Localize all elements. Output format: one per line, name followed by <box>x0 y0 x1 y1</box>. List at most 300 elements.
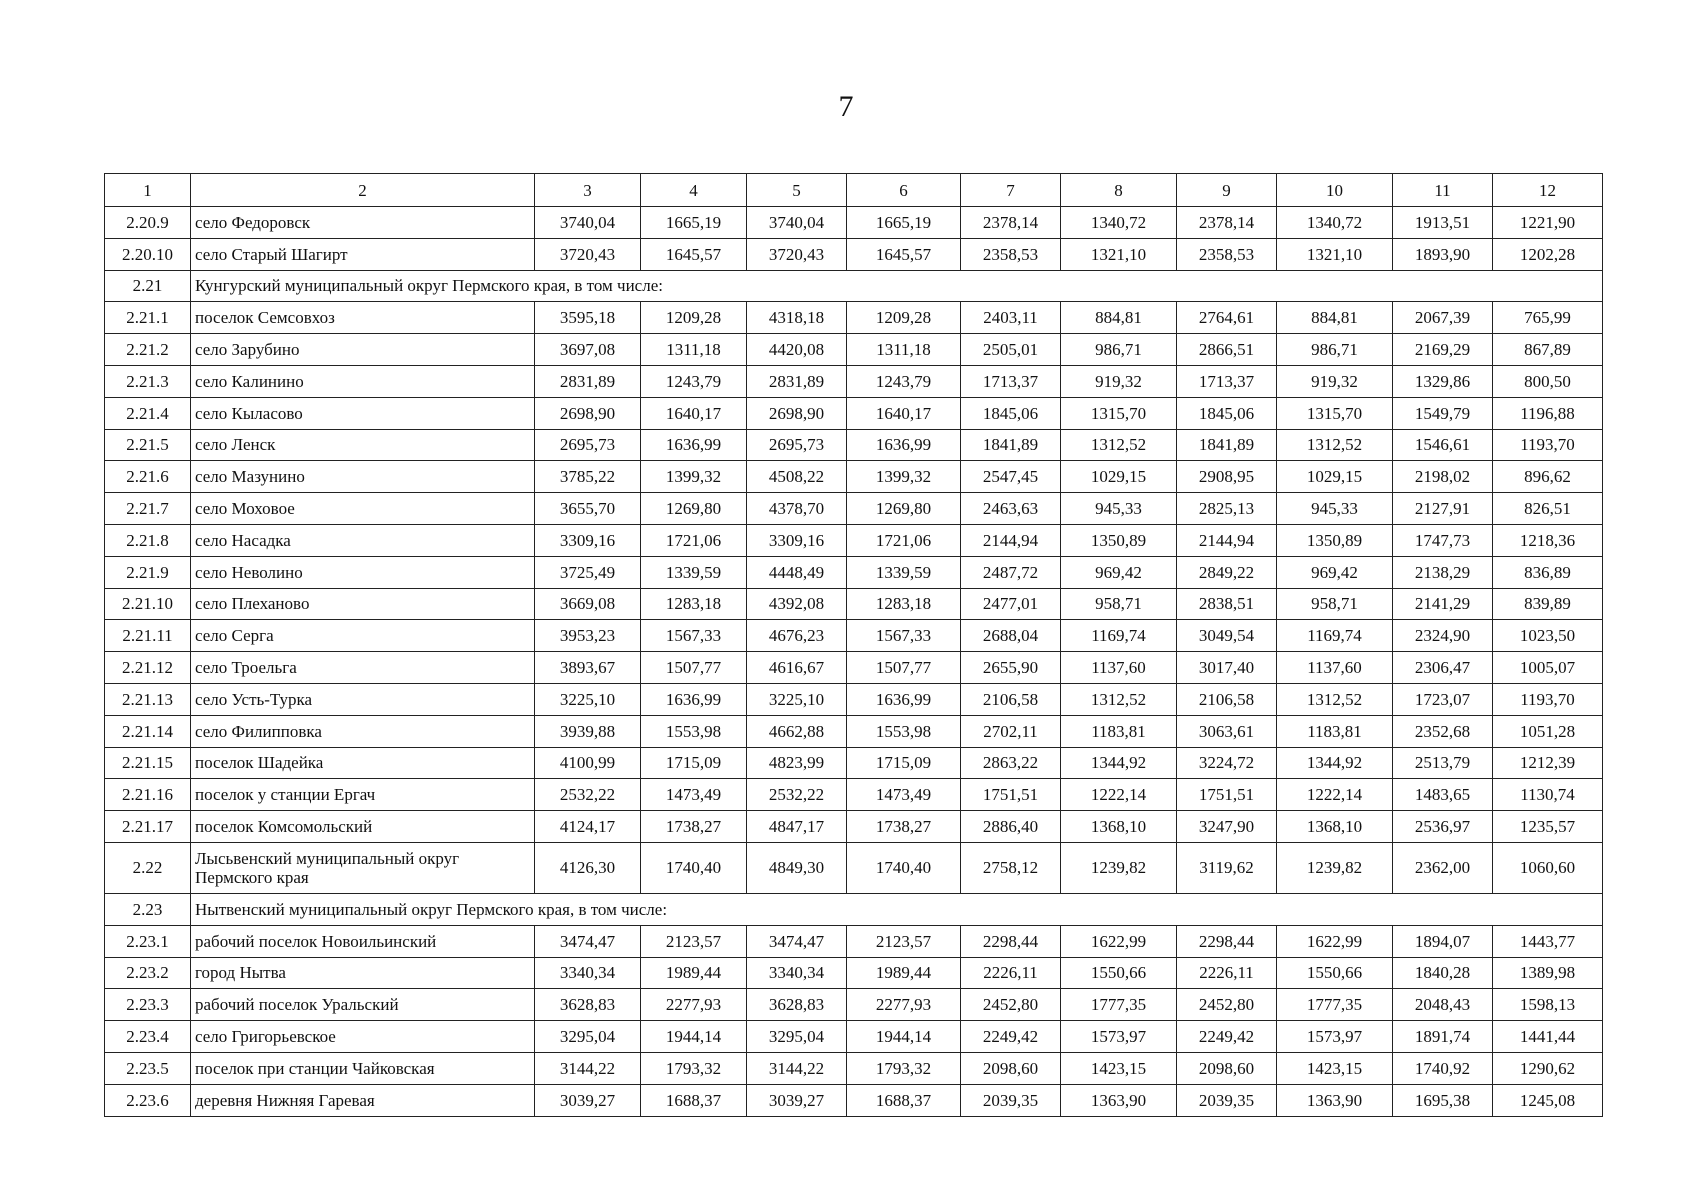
section-row <box>105 893 1603 925</box>
value-cell: 1193,70 <box>1493 429 1603 461</box>
column-number: 6 <box>847 174 961 207</box>
value-cell: 1029,15 <box>1061 461 1177 493</box>
settlement-name: село Мазунино <box>191 461 535 493</box>
value-cell: 1311,18 <box>847 334 961 366</box>
column-number: 9 <box>1177 174 1277 207</box>
settlement-name: поселок при станции Чайковская <box>191 1052 535 1084</box>
table-row <box>105 620 1603 652</box>
table-row <box>105 989 1603 1021</box>
table-row <box>105 842 1603 893</box>
value-cell: 884,81 <box>1277 302 1393 334</box>
value-cell: 1688,37 <box>641 1084 747 1116</box>
value-cell: 1212,39 <box>1493 747 1603 779</box>
value-cell: 1193,70 <box>1493 683 1603 715</box>
row-number: 2.21.14 <box>105 715 191 747</box>
value-cell: 1777,35 <box>1277 989 1393 1021</box>
table-row <box>105 1052 1603 1084</box>
value-cell: 2277,93 <box>641 989 747 1021</box>
value-cell: 2863,22 <box>961 747 1061 779</box>
value-cell: 1311,18 <box>641 334 747 366</box>
section-title: Нытвенский муниципальный округ Пермского края, в том числе: <box>191 893 1603 925</box>
value-cell: 1283,18 <box>641 588 747 620</box>
value-cell: 4662,88 <box>747 715 847 747</box>
table-row <box>105 811 1603 843</box>
value-cell: 2138,29 <box>1393 556 1493 588</box>
value-cell: 2688,04 <box>961 620 1061 652</box>
settlement-name: село Зарубино <box>191 334 535 366</box>
value-cell: 1738,27 <box>641 811 747 843</box>
value-cell: 826,51 <box>1493 493 1603 525</box>
value-cell: 1137,60 <box>1061 652 1177 684</box>
value-cell: 4392,08 <box>747 588 847 620</box>
value-cell: 1340,72 <box>1061 207 1177 239</box>
table-row <box>105 556 1603 588</box>
settlement-name: поселок Семсовхоз <box>191 302 535 334</box>
value-cell: 3144,22 <box>535 1052 641 1084</box>
value-cell: 2169,29 <box>1393 334 1493 366</box>
value-cell: 1740,40 <box>641 842 747 893</box>
value-cell: 2378,14 <box>961 207 1061 239</box>
value-cell: 1245,08 <box>1493 1084 1603 1116</box>
row-number: 2.21.12 <box>105 652 191 684</box>
value-cell: 2106,58 <box>1177 683 1277 715</box>
settlement-name: город Нытва <box>191 957 535 989</box>
value-cell: 1473,49 <box>641 779 747 811</box>
value-cell: 3309,16 <box>747 524 847 556</box>
value-cell: 3785,22 <box>535 461 641 493</box>
table-row <box>105 652 1603 684</box>
value-cell: 4823,99 <box>747 747 847 779</box>
value-cell: 1944,14 <box>641 1021 747 1053</box>
row-number: 2.21.10 <box>105 588 191 620</box>
column-number: 4 <box>641 174 747 207</box>
value-cell: 1029,15 <box>1277 461 1393 493</box>
value-cell: 1622,99 <box>1277 925 1393 957</box>
value-cell: 2532,22 <box>535 779 641 811</box>
value-cell: 1636,99 <box>847 683 961 715</box>
value-cell: 1368,10 <box>1061 811 1177 843</box>
value-cell: 1239,82 <box>1061 842 1177 893</box>
value-cell: 4849,30 <box>747 842 847 893</box>
column-number: 8 <box>1061 174 1177 207</box>
row-number: 2.21.7 <box>105 493 191 525</box>
value-cell: 2067,39 <box>1393 302 1493 334</box>
value-cell: 3953,23 <box>535 620 641 652</box>
value-cell: 1183,81 <box>1277 715 1393 747</box>
row-number: 2.21.9 <box>105 556 191 588</box>
row-number: 2.23 <box>105 893 191 925</box>
value-cell: 1913,51 <box>1393 207 1493 239</box>
value-cell: 1567,33 <box>641 620 747 652</box>
value-cell: 2306,47 <box>1393 652 1493 684</box>
value-cell: 1441,44 <box>1493 1021 1603 1053</box>
value-cell: 3628,83 <box>747 989 847 1021</box>
value-cell: 1368,10 <box>1277 811 1393 843</box>
value-cell: 1243,79 <box>641 365 747 397</box>
value-cell: 2123,57 <box>641 925 747 957</box>
value-cell: 1665,19 <box>847 207 961 239</box>
value-cell: 919,32 <box>1277 365 1393 397</box>
table-row <box>105 683 1603 715</box>
value-cell: 2698,90 <box>535 397 641 429</box>
value-cell: 1312,52 <box>1061 683 1177 715</box>
settlement-name: село Моховое <box>191 493 535 525</box>
settlement-name: село Плеханово <box>191 588 535 620</box>
column-number: 10 <box>1277 174 1393 207</box>
value-cell: 2764,61 <box>1177 302 1277 334</box>
settlement-name: село Старый Шагирт <box>191 238 535 270</box>
value-cell: 2831,89 <box>747 365 847 397</box>
value-cell: 1845,06 <box>1177 397 1277 429</box>
value-cell: 1483,65 <box>1393 779 1493 811</box>
value-cell: 3720,43 <box>747 238 847 270</box>
value-cell: 1340,72 <box>1277 207 1393 239</box>
value-cell: 3340,34 <box>535 957 641 989</box>
value-cell: 1423,15 <box>1061 1052 1177 1084</box>
value-cell: 3740,04 <box>747 207 847 239</box>
value-cell: 2358,53 <box>1177 238 1277 270</box>
value-cell: 1239,82 <box>1277 842 1393 893</box>
value-cell: 4126,30 <box>535 842 641 893</box>
value-cell: 1640,17 <box>641 397 747 429</box>
value-cell: 4124,17 <box>535 811 641 843</box>
value-cell: 2226,11 <box>961 957 1061 989</box>
value-cell: 1363,90 <box>1277 1084 1393 1116</box>
value-cell: 2123,57 <box>847 925 961 957</box>
row-number: 2.21.13 <box>105 683 191 715</box>
value-cell: 919,32 <box>1061 365 1177 397</box>
value-cell: 3295,04 <box>747 1021 847 1053</box>
value-cell: 4847,17 <box>747 811 847 843</box>
value-cell: 1312,52 <box>1277 683 1393 715</box>
value-cell: 2886,40 <box>961 811 1061 843</box>
section-row <box>105 270 1603 302</box>
row-number: 2.20.9 <box>105 207 191 239</box>
value-cell: 1363,90 <box>1061 1084 1177 1116</box>
value-cell: 1399,32 <box>847 461 961 493</box>
section-title: Кунгурский муниципальный округ Пермского края, в том числе: <box>191 270 1603 302</box>
row-number: 2.21.16 <box>105 779 191 811</box>
value-cell: 4616,67 <box>747 652 847 684</box>
settlement-name: село Ленск <box>191 429 535 461</box>
value-cell: 1840,28 <box>1393 957 1493 989</box>
value-cell: 1169,74 <box>1277 620 1393 652</box>
value-cell: 3939,88 <box>535 715 641 747</box>
value-cell: 3144,22 <box>747 1052 847 1084</box>
value-cell: 800,50 <box>1493 365 1603 397</box>
value-cell: 4676,23 <box>747 620 847 652</box>
value-cell: 1060,60 <box>1493 842 1603 893</box>
value-cell: 2452,80 <box>961 989 1061 1021</box>
value-cell: 1989,44 <box>847 957 961 989</box>
value-cell: 1740,40 <box>847 842 961 893</box>
settlement-name: село Усть-Турка <box>191 683 535 715</box>
value-cell: 3224,72 <box>1177 747 1277 779</box>
value-cell: 1389,98 <box>1493 957 1603 989</box>
value-cell: 1549,79 <box>1393 397 1493 429</box>
row-number: 2.21.3 <box>105 365 191 397</box>
value-cell: 1344,92 <box>1061 747 1177 779</box>
value-cell: 4318,18 <box>747 302 847 334</box>
value-cell: 1688,37 <box>847 1084 961 1116</box>
value-cell: 1350,89 <box>1277 524 1393 556</box>
value-cell: 1723,07 <box>1393 683 1493 715</box>
value-cell: 1715,09 <box>847 747 961 779</box>
settlement-name: поселок Шадейка <box>191 747 535 779</box>
value-cell: 1339,59 <box>641 556 747 588</box>
column-number: 12 <box>1493 174 1603 207</box>
settlement-name: рабочий поселок Новоильинский <box>191 925 535 957</box>
value-cell: 3063,61 <box>1177 715 1277 747</box>
value-cell: 2324,90 <box>1393 620 1493 652</box>
value-cell: 3039,27 <box>535 1084 641 1116</box>
row-number: 2.21.11 <box>105 620 191 652</box>
table-row <box>105 747 1603 779</box>
value-cell: 1130,74 <box>1493 779 1603 811</box>
row-number: 2.21.8 <box>105 524 191 556</box>
value-cell: 1573,97 <box>1061 1021 1177 1053</box>
value-cell: 3595,18 <box>535 302 641 334</box>
value-cell: 2825,13 <box>1177 493 1277 525</box>
value-cell: 1550,66 <box>1277 957 1393 989</box>
value-cell: 2298,44 <box>961 925 1061 957</box>
row-number: 2.23.1 <box>105 925 191 957</box>
table-row <box>105 779 1603 811</box>
settlement-name: село Неволино <box>191 556 535 588</box>
value-cell: 1221,90 <box>1493 207 1603 239</box>
value-cell: 2487,72 <box>961 556 1061 588</box>
value-cell: 3474,47 <box>747 925 847 957</box>
value-cell: 867,89 <box>1493 334 1603 366</box>
value-cell: 1023,50 <box>1493 620 1603 652</box>
tariff-table <box>104 173 1603 1117</box>
value-cell: 1218,36 <box>1493 524 1603 556</box>
value-cell: 1738,27 <box>847 811 961 843</box>
value-cell: 2039,35 <box>961 1084 1061 1116</box>
value-cell: 2838,51 <box>1177 588 1277 620</box>
value-cell: 1312,52 <box>1277 429 1393 461</box>
column-number: 2 <box>191 174 535 207</box>
column-number: 1 <box>105 174 191 207</box>
value-cell: 2039,35 <box>1177 1084 1277 1116</box>
value-cell: 1553,98 <box>847 715 961 747</box>
value-cell: 1721,06 <box>847 524 961 556</box>
value-cell: 1740,92 <box>1393 1052 1493 1084</box>
value-cell: 1290,62 <box>1493 1052 1603 1084</box>
settlement-name: Лысьвенский муниципальный округ Пермского края <box>191 842 535 893</box>
value-cell: 3628,83 <box>535 989 641 1021</box>
value-cell: 969,42 <box>1061 556 1177 588</box>
value-cell: 1423,15 <box>1277 1052 1393 1084</box>
value-cell: 2298,44 <box>1177 925 1277 957</box>
value-cell: 1841,89 <box>961 429 1061 461</box>
value-cell: 3295,04 <box>535 1021 641 1053</box>
settlement-name: село Григорьевское <box>191 1021 535 1053</box>
row-number: 2.22 <box>105 842 191 893</box>
value-cell: 1209,28 <box>847 302 961 334</box>
row-number: 2.20.10 <box>105 238 191 270</box>
value-cell: 2226,11 <box>1177 957 1277 989</box>
value-cell: 3740,04 <box>535 207 641 239</box>
value-cell: 1269,80 <box>641 493 747 525</box>
value-cell: 3225,10 <box>747 683 847 715</box>
value-cell: 1196,88 <box>1493 397 1603 429</box>
value-cell: 2463,63 <box>961 493 1061 525</box>
table-row <box>105 461 1603 493</box>
value-cell: 1715,09 <box>641 747 747 779</box>
value-cell: 765,99 <box>1493 302 1603 334</box>
value-cell: 1339,59 <box>847 556 961 588</box>
value-cell: 2831,89 <box>535 365 641 397</box>
value-cell: 2144,94 <box>1177 524 1277 556</box>
value-cell: 3720,43 <box>535 238 641 270</box>
column-number: 7 <box>961 174 1061 207</box>
value-cell: 2758,12 <box>961 842 1061 893</box>
value-cell: 2249,42 <box>1177 1021 1277 1053</box>
value-cell: 1841,89 <box>1177 429 1277 461</box>
value-cell: 2106,58 <box>961 683 1061 715</box>
table-row <box>105 588 1603 620</box>
value-cell: 1713,37 <box>1177 365 1277 397</box>
value-cell: 2866,51 <box>1177 334 1277 366</box>
value-cell: 1329,86 <box>1393 365 1493 397</box>
row-number: 2.21.4 <box>105 397 191 429</box>
value-cell: 4100,99 <box>535 747 641 779</box>
settlement-name: село Кыласово <box>191 397 535 429</box>
value-cell: 2358,53 <box>961 238 1061 270</box>
table-row <box>105 429 1603 461</box>
table-row <box>105 302 1603 334</box>
value-cell: 1777,35 <box>1061 989 1177 1021</box>
row-number: 2.23.6 <box>105 1084 191 1116</box>
value-cell: 1747,73 <box>1393 524 1493 556</box>
value-cell: 836,89 <box>1493 556 1603 588</box>
value-cell: 1315,70 <box>1061 397 1177 429</box>
row-number: 2.23.5 <box>105 1052 191 1084</box>
value-cell: 1137,60 <box>1277 652 1393 684</box>
value-cell: 1622,99 <box>1061 925 1177 957</box>
value-cell: 2249,42 <box>961 1021 1061 1053</box>
value-cell: 1005,07 <box>1493 652 1603 684</box>
value-cell: 1312,52 <box>1061 429 1177 461</box>
table-row <box>105 493 1603 525</box>
table-row <box>105 524 1603 556</box>
value-cell: 2547,45 <box>961 461 1061 493</box>
settlement-name: поселок у станции Ергач <box>191 779 535 811</box>
column-number: 5 <box>747 174 847 207</box>
column-number: 11 <box>1393 174 1493 207</box>
value-cell: 945,33 <box>1277 493 1393 525</box>
value-cell: 1209,28 <box>641 302 747 334</box>
settlement-name: рабочий поселок Уральский <box>191 989 535 1021</box>
table-header-row <box>105 174 1603 207</box>
table-row <box>105 397 1603 429</box>
value-cell: 3655,70 <box>535 493 641 525</box>
value-cell: 1944,14 <box>847 1021 961 1053</box>
table-row <box>105 1084 1603 1116</box>
value-cell: 1507,77 <box>847 652 961 684</box>
value-cell: 2352,68 <box>1393 715 1493 747</box>
value-cell: 1645,57 <box>641 238 747 270</box>
value-cell: 2452,80 <box>1177 989 1277 1021</box>
value-cell: 1989,44 <box>641 957 747 989</box>
value-cell: 1567,33 <box>847 620 961 652</box>
value-cell: 3247,90 <box>1177 811 1277 843</box>
value-cell: 2141,29 <box>1393 588 1493 620</box>
value-cell: 2505,01 <box>961 334 1061 366</box>
value-cell: 3039,27 <box>747 1084 847 1116</box>
value-cell: 1573,97 <box>1277 1021 1393 1053</box>
table-row <box>105 334 1603 366</box>
table-row <box>105 238 1603 270</box>
value-cell: 1321,10 <box>1061 238 1177 270</box>
value-cell: 1321,10 <box>1277 238 1393 270</box>
value-cell: 884,81 <box>1061 302 1177 334</box>
value-cell: 2513,79 <box>1393 747 1493 779</box>
row-number: 2.23.2 <box>105 957 191 989</box>
value-cell: 1598,13 <box>1493 989 1603 1021</box>
value-cell: 1222,14 <box>1061 779 1177 811</box>
settlement-name: село Троельга <box>191 652 535 684</box>
value-cell: 945,33 <box>1061 493 1177 525</box>
value-cell: 958,71 <box>1061 588 1177 620</box>
table-row <box>105 365 1603 397</box>
value-cell: 1894,07 <box>1393 925 1493 957</box>
value-cell: 3017,40 <box>1177 652 1277 684</box>
value-cell: 1640,17 <box>847 397 961 429</box>
value-cell: 986,71 <box>1061 334 1177 366</box>
value-cell: 1751,51 <box>961 779 1061 811</box>
value-cell: 2477,01 <box>961 588 1061 620</box>
value-cell: 1283,18 <box>847 588 961 620</box>
value-cell: 1751,51 <box>1177 779 1277 811</box>
value-cell: 1443,77 <box>1493 925 1603 957</box>
value-cell: 2695,73 <box>747 429 847 461</box>
value-cell: 1636,99 <box>847 429 961 461</box>
settlement-name: село Калинино <box>191 365 535 397</box>
value-cell: 958,71 <box>1277 588 1393 620</box>
value-cell: 4508,22 <box>747 461 847 493</box>
value-cell: 2378,14 <box>1177 207 1277 239</box>
value-cell: 1891,74 <box>1393 1021 1493 1053</box>
value-cell: 1546,61 <box>1393 429 1493 461</box>
settlement-name: село Филипповка <box>191 715 535 747</box>
value-cell: 2362,00 <box>1393 842 1493 893</box>
settlement-name: село Федоровск <box>191 207 535 239</box>
value-cell: 1793,32 <box>641 1052 747 1084</box>
value-cell: 1550,66 <box>1061 957 1177 989</box>
value-cell: 2536,97 <box>1393 811 1493 843</box>
value-cell: 2849,22 <box>1177 556 1277 588</box>
row-number: 2.21.17 <box>105 811 191 843</box>
table-row <box>105 957 1603 989</box>
value-cell: 1636,99 <box>641 429 747 461</box>
value-cell: 4378,70 <box>747 493 847 525</box>
value-cell: 1645,57 <box>847 238 961 270</box>
value-cell: 4420,08 <box>747 334 847 366</box>
row-number: 2.23.4 <box>105 1021 191 1053</box>
value-cell: 3474,47 <box>535 925 641 957</box>
value-cell: 2098,60 <box>961 1052 1061 1084</box>
value-cell: 969,42 <box>1277 556 1393 588</box>
settlement-name: поселок Комсомольский <box>191 811 535 843</box>
value-cell: 1235,57 <box>1493 811 1603 843</box>
value-cell: 3340,34 <box>747 957 847 989</box>
value-cell: 2908,95 <box>1177 461 1277 493</box>
value-cell: 3309,16 <box>535 524 641 556</box>
column-number: 3 <box>535 174 641 207</box>
page-number: 7 <box>838 90 854 123</box>
